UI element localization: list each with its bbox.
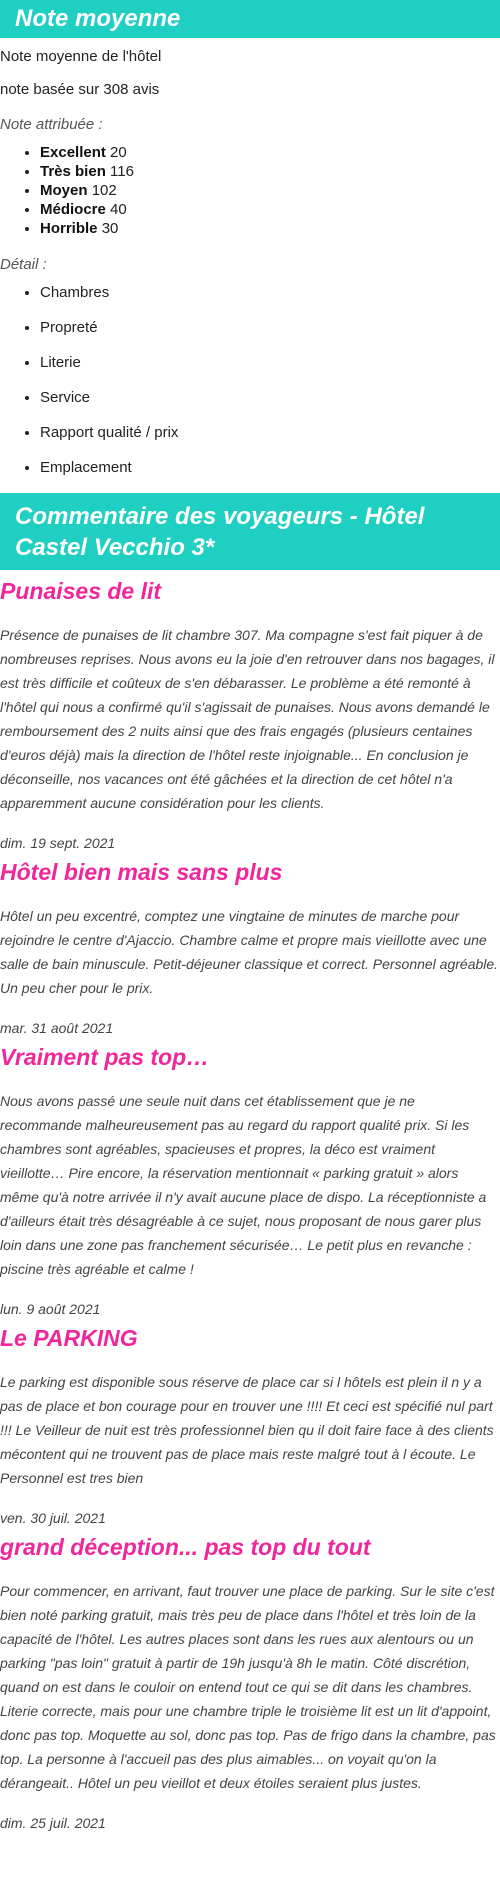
rating-section: [0, 0, 500, 477]
review-date: ven. 30 juil. 2021: [0, 1509, 106, 1526]
review-body: Le parking est disponible sous réserve de place car si l hôtels est plein il n y a pas de place et bon courage pour en trouver une !!!! Et ceci est spécifié nul part !!! Le Veilleur de nuit est très professionnel bien qu il doit faire face à des clients mécontent qui ne trouvent pas de place mais reste malgré tout à l écoute. Le Personnel est tres bien: [0, 1373, 494, 1486]
review-date: lun. 9 août 2021: [0, 1300, 101, 1317]
review-item: [0, 1534, 500, 1831]
rating-item-horrible: • Horrible 30: [40, 219, 500, 238]
review-body: Nous avons passé une seule nuit dans cet établissement que je ne recommande malheureusement pas au regard du rapport qualité prix. Si les chambres sont agréables, spacieuses et propres, la déco est vraiment vieillotte… Pire encore, la réservation mentionnait « parking gratuit » alors même qu'à notre arrivée il n'y avait aucune place de dispo. La réceptionniste a d'ailleurs était très désagréable à ce sujet, nous proposant de nous garer plus loin dans une zone pas franchement sécurisée… Le petit plus en revanche : piscine très agréable et calme !: [0, 1092, 487, 1277]
rating-header: Note moyenne: [0, 0, 500, 38]
detail-item-proprete: • Propreté: [40, 318, 500, 337]
review-count: note basée sur 308 avis: [0, 81, 160, 99]
rating-item-moyen: • Moyen 102: [40, 181, 500, 200]
review-item: [0, 859, 500, 1036]
detail-item-literie: • Literie: [40, 353, 500, 372]
attributed-label: Note attribuée :: [0, 116, 103, 134]
review-title: Vraiment pas top…: [0, 1043, 210, 1070]
rating-breakdown-list: [0, 143, 500, 238]
average-rating-title: Note moyenne de l'hôtel: [0, 48, 162, 66]
detail-item-rapport-qualite-prix: • Rapport qualité / prix: [40, 423, 500, 442]
review-item: [0, 1044, 500, 1317]
reviews-section: [0, 493, 500, 1830]
rating-item-mediocre: • Médiocre 40: [40, 200, 500, 219]
review-title: Hôtel bien mais sans plus: [0, 858, 283, 885]
review-item: [0, 578, 500, 851]
review-date: dim. 19 sept. 2021: [0, 834, 116, 851]
review-item: [0, 1325, 500, 1526]
review-title: Punaises de lit: [0, 577, 162, 604]
review-date: dim. 25 juil. 2021: [0, 1814, 106, 1831]
review-body: Pour commencer, en arrivant, faut trouver une place de parking. Sur le site c'est bien noté parking gratuit, mais très peu de place dans l'hôtel et très loin de la capacité de l'hôtel. Les autres places sont dans les rues aux alentours ou un parking "pas loin" gratuit à partir de 19h jusqu'à 8h le matin. Côté discrétion, quand on est dans le couloir on entend tout ce qui se dit dans les chambres. Literie correcte, mais pour une chambre triple le troisième lit est un lit d'appoint, donc pas top. Moquette au sol, donc pas top. Pas de frigo dans la chambre, pas top. La personne à l'accueil pas des plus aimables... on voyait qu'on la dérangeait.. Hôtel un peu vieillot et deux étoiles seraient plus justes.: [0, 1582, 496, 1791]
review-body: Hôtel un peu excentré, comptez une vingtaine de minutes de marche pour rejoindre le centre d'Ajaccio. Chambre calme et propre mais vieillotte avec une salle de bain minuscule. Petit-déjeuner classique et correct. Personnel agréable. Un peu cher pour le prix.: [0, 907, 499, 996]
detail-item-chambres: • Chambres: [40, 283, 500, 302]
reviews-header: Commentaire des voyageurs - Hôtel Castel Vecchio 3*: [0, 493, 500, 569]
rating-item-tres-bien: • Très bien 116: [40, 162, 500, 181]
review-title: grand déception... pas top du tout: [0, 1533, 371, 1560]
review-body: Présence de punaises de lit chambre 307. Ma compagne s'est fait piquer à de nombreuses reprises. Nous avons eu la joie d'en retrouver dans nos bagages, il est très difficile et coûteux de s'en débarasser. Le problème a été remonté à l'hôtel qui nous a confirmé qu'il s'agissait de punaises. Nous avons demandé le remboursement des 2 nuits ainsi que des frais engagés (plusieurs centaines d'euros déjà) mais la direction de l'hôtel reste injoignable... En conclusion je déconseille, nos vacances ont été gâchées et la direction de cet hôtel n'a apparemment aucune considération pour les clients.: [0, 626, 495, 811]
detail-item-emplacement: • Emplacement: [40, 458, 500, 477]
review-date: mar. 31 août 2021: [0, 1019, 114, 1036]
detail-label: Détail :: [0, 256, 47, 274]
rating-item-excellent: • Excellent 20: [40, 143, 500, 162]
review-title: Le PARKING: [0, 1324, 138, 1351]
detail-list: [0, 283, 500, 477]
detail-item-service: • Service: [40, 388, 500, 407]
